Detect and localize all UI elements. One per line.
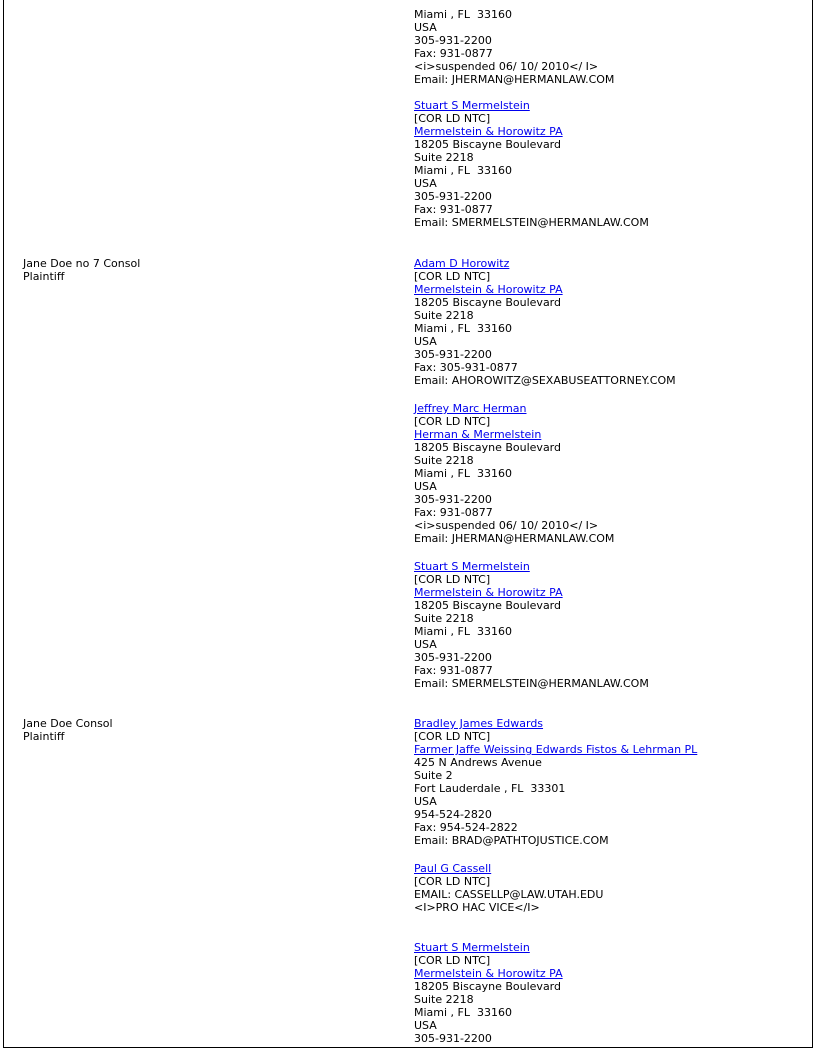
note-line: <i>suspended 06/ 10/ 2010</ I> [414, 519, 599, 532]
attorney-name-link[interactable]: Stuart S Mermelstein [414, 560, 530, 573]
address-line: 18205 Biscayne Boulevard [414, 138, 561, 151]
address-line: Miami , FL 33160 [414, 625, 512, 638]
party-role: Plaintiff [23, 270, 65, 283]
attorney-block [414, 402, 804, 545]
address-line: USA [414, 638, 437, 651]
party-block [23, 717, 383, 743]
phone-line: 305-931-2200 [414, 190, 492, 203]
attorney-role: [COR LD NTC] [414, 270, 491, 283]
address-line: Miami , FL 33160 [414, 322, 512, 335]
email-line: Email: SMERMELSTEIN@HERMANLAW.COM [414, 677, 649, 690]
attorney-role: [COR LD NTC] [414, 415, 491, 428]
firm-link[interactable]: Mermelstein & Horowitz PA [414, 967, 563, 980]
fax-line: Fax: 931-0877 [414, 664, 493, 677]
phone-line: 305-931-2200 [414, 34, 492, 47]
fax-line: Fax: 305-931-0877 [414, 361, 518, 374]
party-role: Plaintiff [23, 730, 65, 743]
address-line: USA [414, 795, 437, 808]
attorney-role: [COR LD NTC] [414, 573, 491, 586]
firm-link[interactable]: Mermelstein & Horowitz PA [414, 125, 563, 138]
attorney-block [414, 941, 804, 1045]
fax-line: Fax: 931-0877 [414, 47, 493, 60]
fax-line: Fax: 931-0877 [414, 203, 493, 216]
address-line: USA [414, 480, 437, 493]
address-line: 425 N Andrews Avenue [414, 756, 542, 769]
address-line: Suite 2218 [414, 151, 474, 164]
note-line: <i>suspended 06/ 10/ 2010</ I> [414, 60, 599, 73]
address-line: Fort Lauderdale , FL 33301 [414, 782, 566, 795]
phone-line: 305-931-2200 [414, 493, 492, 506]
attorney-name-link[interactable]: Stuart S Mermelstein [414, 99, 530, 112]
address-line: Suite 2 [414, 769, 453, 782]
attorney-role: [COR LD NTC] [414, 954, 491, 967]
attorney-name-link[interactable]: Jeffrey Marc Herman [414, 402, 527, 415]
party-name: Jane Doe Consol [23, 717, 113, 730]
phone-line: 305-931-2200 [414, 1032, 492, 1045]
note-line: <I>PRO HAC VICE</I> [414, 901, 540, 914]
address-line: Suite 2218 [414, 309, 474, 322]
attorney-role: [COR LD NTC] [414, 875, 491, 888]
attorney-block [414, 862, 804, 914]
address-line: Miami , FL 33160 [414, 1006, 512, 1019]
attorney-name-link[interactable]: Adam D Horowitz [414, 257, 510, 270]
attorney-block [414, 560, 804, 690]
attorney-name-link[interactable]: Bradley James Edwards [414, 717, 544, 730]
attorney-name-link[interactable]: Paul G Cassell [414, 862, 492, 875]
email-line: Email: JHERMAN@HERMANLAW.COM [414, 532, 615, 545]
address-line: Miami , FL 33160 [414, 8, 512, 21]
address-line: USA [414, 1019, 437, 1032]
phone-line: 305-931-2200 [414, 348, 492, 361]
party-block [23, 257, 383, 283]
attorney-block [414, 257, 804, 387]
address-line: Suite 2218 [414, 454, 474, 467]
email-line: Email: SMERMELSTEIN@HERMANLAW.COM [414, 216, 649, 229]
address-line: Miami , FL 33160 [414, 164, 512, 177]
email-line: Email: BRAD@PATHTOJUSTICE.COM [414, 834, 609, 847]
attorney-role: [COR LD NTC] [414, 112, 491, 125]
phone-line: 305-931-2200 [414, 651, 492, 664]
email-line: Email: AHOROWITZ@SEXABUSEATTORNEY.COM [414, 374, 676, 387]
email-line: Email: JHERMAN@HERMANLAW.COM [414, 73, 615, 86]
attorney-name-link[interactable]: Stuart S Mermelstein [414, 941, 530, 954]
top-continuation-block [414, 8, 804, 86]
attorney-block [414, 717, 804, 847]
attorney-role: [COR LD NTC] [414, 730, 491, 743]
firm-link[interactable]: Mermelstein & Horowitz PA [414, 586, 563, 599]
address-line: 18205 Biscayne Boulevard [414, 441, 561, 454]
phone-line: 954-524-2820 [414, 808, 492, 821]
firm-link[interactable]: Farmer Jaffe Weissing Edwards Fistos & Lehrman PL [414, 743, 698, 756]
address-line: 18205 Biscayne Boulevard [414, 980, 561, 993]
email-line: EMAIL: CASSELLP@LAW.UTAH.EDU [414, 888, 604, 901]
address-line: USA [414, 335, 437, 348]
address-line: USA [414, 21, 437, 34]
address-line: 18205 Biscayne Boulevard [414, 599, 561, 612]
address-line: USA [414, 177, 437, 190]
address-line: Suite 2218 [414, 993, 474, 1006]
address-line: Suite 2218 [414, 612, 474, 625]
address-line: Miami , FL 33160 [414, 467, 512, 480]
party-name: Jane Doe no 7 Consol [23, 257, 141, 270]
attorney-block [414, 99, 804, 229]
firm-link[interactable]: Herman & Mermelstein [414, 428, 542, 441]
fax-line: Fax: 931-0877 [414, 506, 493, 519]
address-line: 18205 Biscayne Boulevard [414, 296, 561, 309]
fax-line: Fax: 954-524-2822 [414, 821, 518, 834]
firm-link[interactable]: Mermelstein & Horowitz PA [414, 283, 563, 296]
